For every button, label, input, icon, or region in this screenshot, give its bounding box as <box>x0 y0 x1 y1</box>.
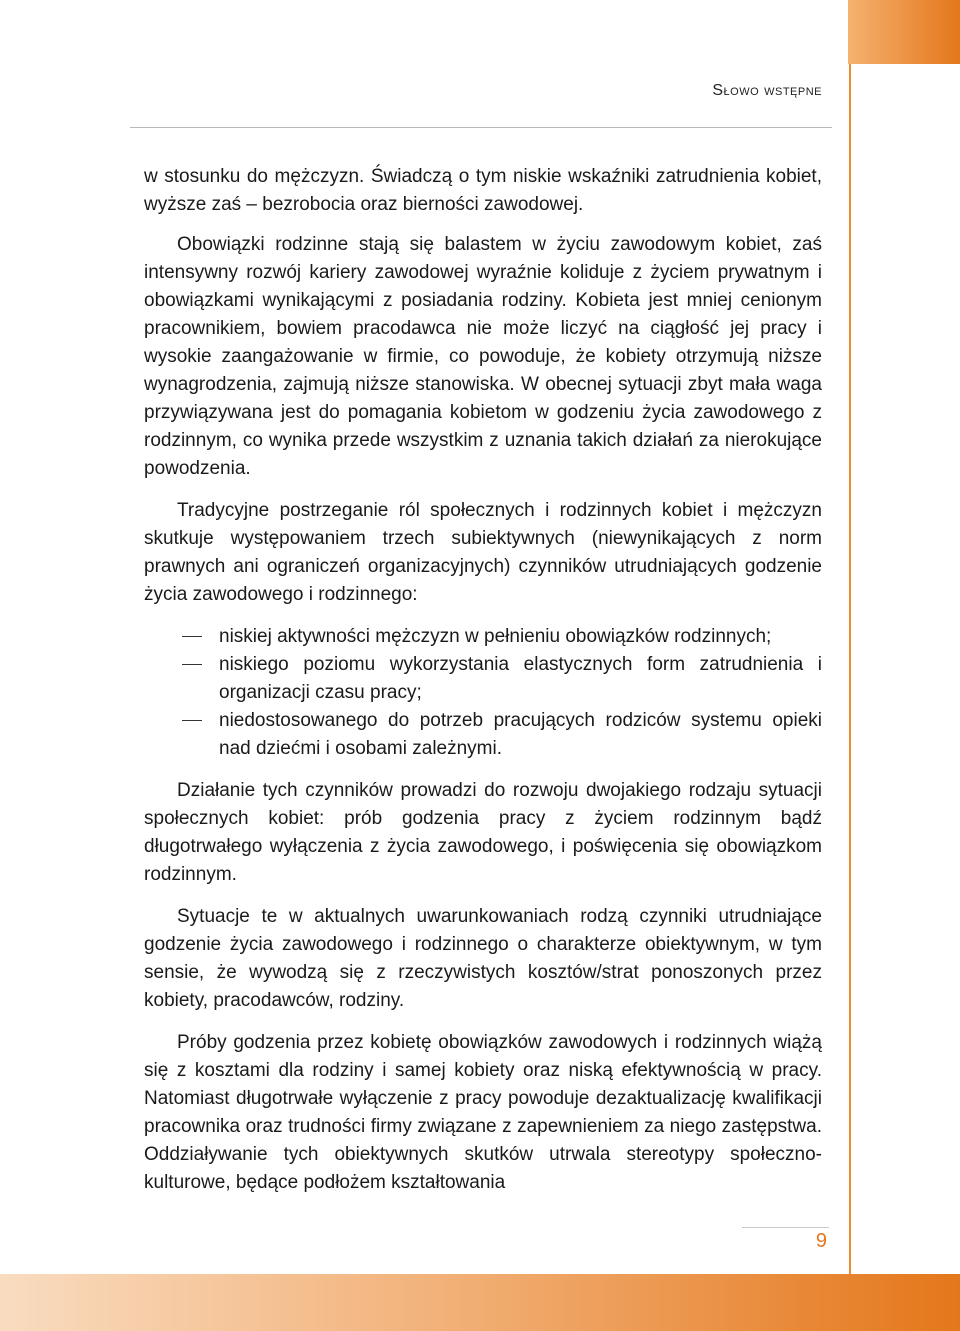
paragraph-effects: Działanie tych czynników prowadzi do rozwoju dwojakiego rodzaju sytuacji społecznych kobiet: prób godzenia pracy z życiem rodzinnym bądź długotrwałego wyłączenia z życia zawodowego, i poświęcenia się obowiązkom rodzinnym. <box>144 780 822 885</box>
factors-list <box>144 623 822 763</box>
page-body <box>144 163 822 1197</box>
paragraph-objective-factors: Sytuacje te w aktualnych uwarunkowaniach rodzą czynniki utrudniające godzenie życia zawodowego i rodzinnego o charakterze obiektywnym, w tym sensie, że wywodzą się z rzeczywistych kosztów/strat ponoszonych przez kobiety, pracodawców, rodziny. <box>144 906 822 1011</box>
list-item <box>144 651 822 707</box>
paragraph-costs: Próby godzenia przez kobietę obowiązków zawodowych i rodzinnych wiążą się z kosztami dla rodziny i samej kobiety oraz niską efektywnością w pracy. Natomiast długotrwałe wyłączenie z pracy powoduje dezaktualizację kwalifikacji pracownika oraz trudności firmy związane z zapewnieniem za niego zastępstwa. Oddziaływanie tych obiektywnych skutków utrwala stereotypy społeczno-kulturowe, będące podłożem kształtowania <box>144 1032 822 1193</box>
page-number: 9 <box>815 1230 827 1252</box>
footer-divider <box>742 1227 829 1228</box>
header-divider <box>130 127 832 128</box>
paragraph-continuation: w stosunku do mężczyzn. Świadczą o tym niskie wskaźniki zatrudnienia kobiet, wyższe zaś – bezrobocia oraz bierności zawodowej. <box>144 166 822 215</box>
list-item <box>144 623 822 651</box>
list-item <box>144 707 822 763</box>
sidebar-accent-band <box>848 0 960 64</box>
paragraph-traditional-roles: Tradycyjne postrzeganie ról społecznych i rodzinnych kobiet i mężczyzn skutkuje występowaniem trzech subiektywnych (niewynikających z norm prawnych ani ograniczeń organizacyjnych) czynników utrudniających godzenie życia zawodowego i rodzinnego: <box>144 500 822 605</box>
running-header-title: Słowo wstępne <box>712 82 822 99</box>
list-item-text: niedostosowanego do potrzeb pracujących rodziców systemu opieki nad dziećmi i osobami zależnymi. <box>219 710 822 759</box>
paragraph-obligations: Obowiązki rodzinne stają się balastem w życiu zawodowym kobiet, zaś intensywny rozwój kariery zawodowej wyraźnie koliduje z życiem prywatnym i obowiązkami wynikającymi z posiadania rodziny. Kobieta jest mniej cenionym pracownikiem, bowiem pracodawca nie może liczyć na ciągłość jej pracy i wysokie zaangażowanie w firmie, co powoduje, że kobiety otrzymują niższe wynagrodzenia, zajmują niższe stanowiska. W obecnej sytuacji zbyt mała waga przywiązywana jest do pomagania kobietom w godzeniu życia zawodowego z rodzinnym, co wynika przede wszystkim z uznania takich działań za nierokujące powodzenia. <box>144 234 822 479</box>
dash-bullet-icon <box>182 664 202 665</box>
dash-bullet-icon <box>182 720 202 721</box>
list-item-text: niskiej aktywności mężczyzn w pełnieniu obowiązków rodzinnych; <box>219 626 772 647</box>
footer-gradient-band <box>0 1274 960 1331</box>
dash-bullet-icon <box>182 636 202 637</box>
sidebar-accent-line <box>849 64 851 1274</box>
list-item-text: niskiego poziomu wykorzystania elastycznych form zatrudnienia i organizacji czasu pracy; <box>219 654 822 703</box>
